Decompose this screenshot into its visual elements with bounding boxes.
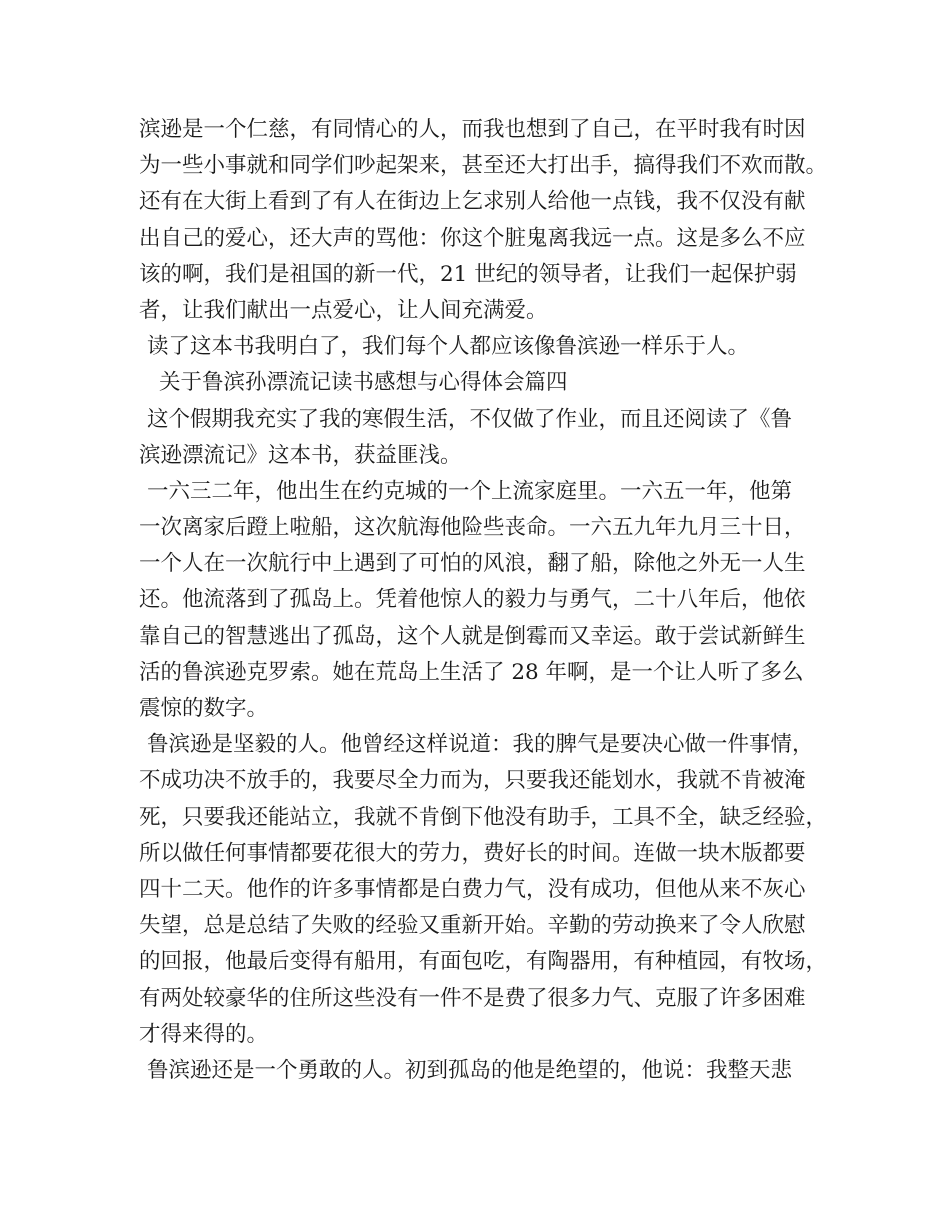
text-line: 还。他流落到了孤岛上。凭着他惊人的毅力与勇气，二十八年后，他依 [139, 587, 806, 613]
text-line: 还有在大街上看到了有人在街边上乞求别人给他一点钱，我不仅没有献 [139, 189, 806, 215]
text-line: 才得来得的。 [139, 1021, 269, 1047]
paragraph-start-line: 一六三二年，他出生在约克城的一个上流家庭里。一六五一年，他第 [147, 478, 793, 504]
text-line: 震惊的数字。 [139, 696, 269, 721]
text-line: 活的鲁滨逊克罗索。她在荒岛上生活了 28 年啊，是一个让人听了多么 [139, 659, 804, 685]
text-line: 有两处较豪华的住所这些没有一件不是费了很多力气、克服了许多困难 [139, 985, 806, 1011]
text-line: 一个人在一次航行中上遇到了可怕的风浪，翻了船，除他之外无一人生 [139, 551, 806, 577]
paragraph-start-line: 读了这本书我明白了，我们每个人都应该像鲁滨逊一样乐于人。 [147, 334, 750, 360]
paragraph-start-line: 鲁滨逊是坚毅的人。他曾经这样说道：我的脾气是要决心做一件事情， [147, 732, 814, 758]
text-line: 的回报，他最后变得有船用，有面包吃，有陶器用，有种植园，有牧场， [139, 949, 828, 975]
text-line: 滨逊是一个仁慈，有同情心的人，而我也想到了自己，在平时我有时因 [139, 117, 806, 142]
text-line: 一次离家后蹬上啦船，这次航海他险些丧命。一六五九年九月三十日， [139, 515, 806, 541]
text-line: 者，让我们献出一点爱心，让人间充满爱。 [139, 297, 548, 323]
text-line: 靠自己的智慧逃出了孤岛，这个人就是倒霉而又幸运。敢于尝试新鲜生 [139, 623, 806, 649]
text-line: 为一些小事就和同学们吵起架来，甚至还大打出手，搞得我们不欢而散。 [139, 153, 828, 179]
text-line: 滨逊漂流记》这本书，获益匪浅。 [139, 442, 462, 468]
text-line: 出自己的爱心，还大声的骂他：你这个脏鬼离我远一点。这是多么不应 [139, 225, 806, 251]
paragraph-start-line: 鲁滨逊还是一个勇敢的人。初到孤岛的他是绝望的，他说：我整天悲 [147, 1057, 793, 1083]
text-line: 四十二天。他作的许多事情都是白费力气，没有成功，但他从来不灰心 [139, 876, 806, 902]
body-text [139, 112, 829, 1089]
text-line: 不成功决不放手的，我要尽全力而为，只要我还能划水，我就不肯被淹 [139, 768, 806, 794]
text-line: 所以做任何事情都要花很大的劳力，费好长的时间。连做一块木版都要 [139, 840, 806, 866]
section-heading: 关于鲁滨孙漂流记读书感想与心得体会篇四 [159, 370, 568, 396]
paragraph-start-line: 这个假期我充实了我的寒假生活，不仅做了作业，而且还阅读了《鲁 [147, 406, 793, 432]
text-line: 该的啊，我们是祖国的新一代，21 世纪的领导者，让我们一起保护弱 [139, 261, 797, 287]
text-line: 失望，总是总结了失败的经验又重新开始。辛勤的劳动换来了令人欣慰 [139, 913, 806, 939]
text-line: 死，只要我还能站立，我就不肯倒下他没有助手，工具不全，缺乏经验， [139, 804, 828, 830]
